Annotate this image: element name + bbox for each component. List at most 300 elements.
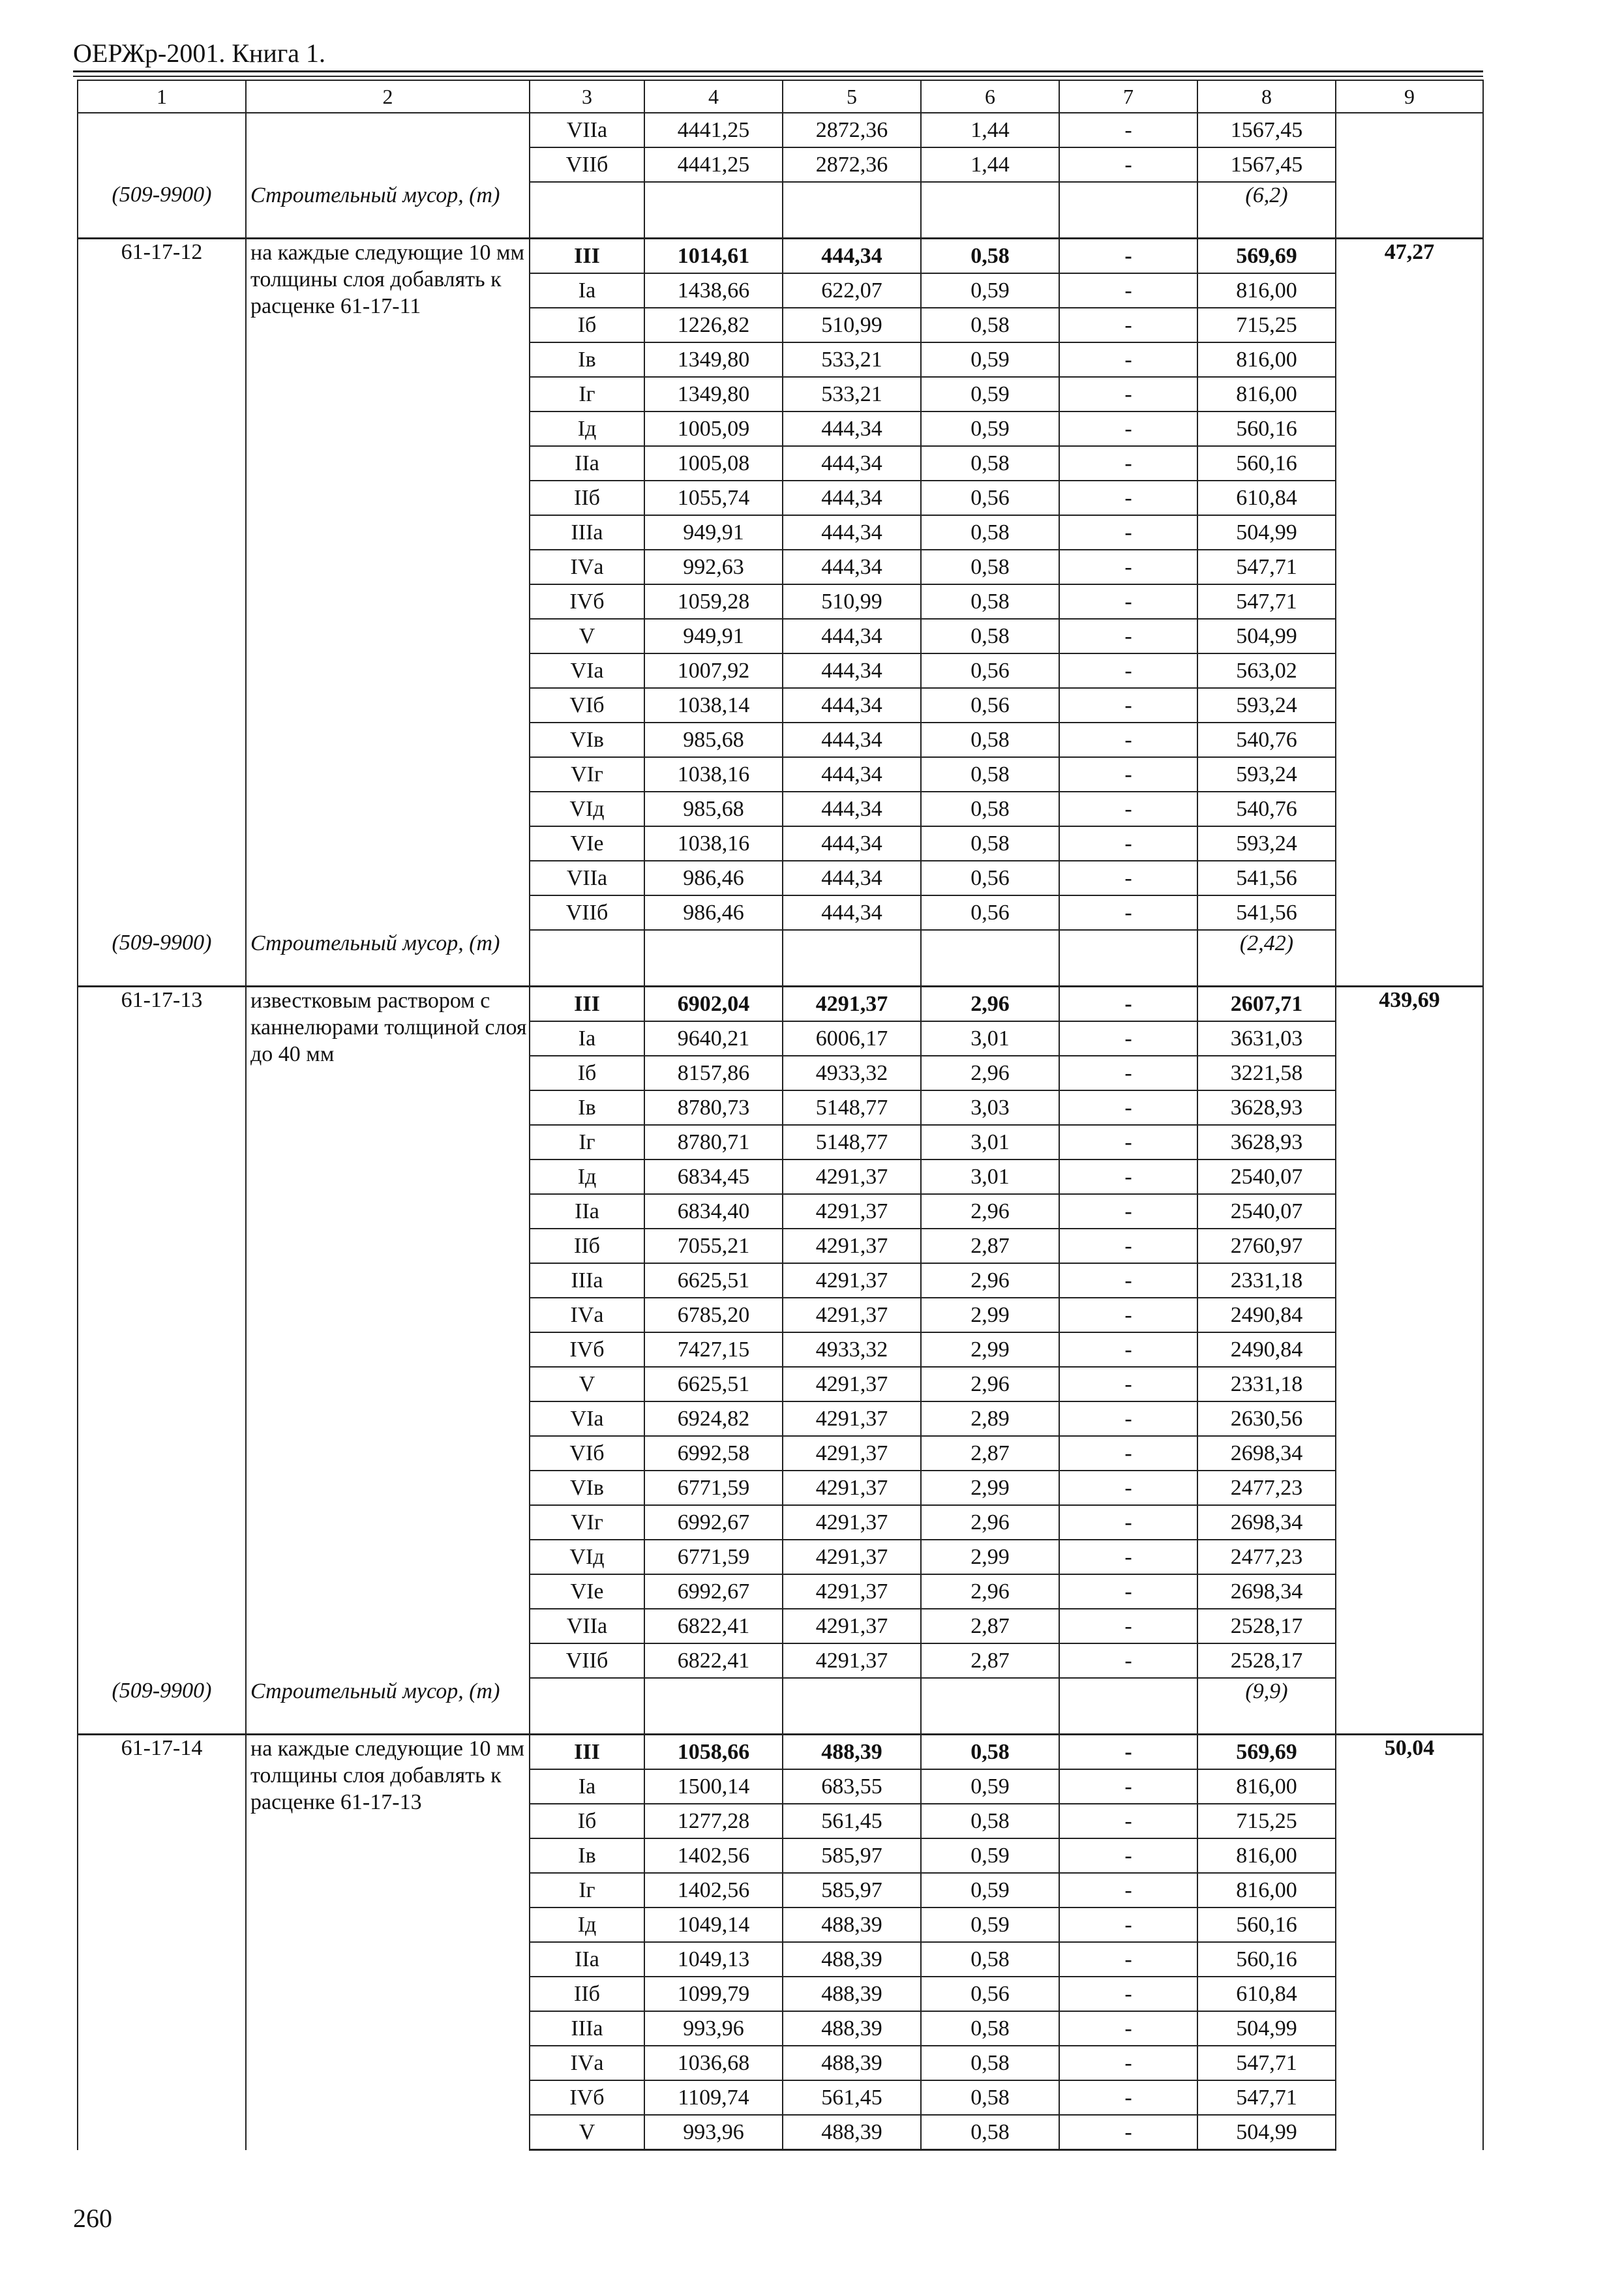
value-cell: - xyxy=(1059,1908,1197,1942)
value-cell: - xyxy=(1059,653,1197,688)
value-cell: 4291,37 xyxy=(783,1643,921,1678)
value-cell: - xyxy=(1059,147,1197,182)
zone-cell: IIIа xyxy=(530,2011,644,2046)
empty-cell xyxy=(1336,113,1483,147)
value-cell: 6992,67 xyxy=(644,1505,783,1540)
value-cell: 444,34 xyxy=(783,515,921,550)
value-cell: - xyxy=(1059,1804,1197,1838)
rates-table xyxy=(77,80,1484,2151)
value-cell: 4291,37 xyxy=(783,1263,921,1298)
value-cell: 1,44 xyxy=(921,147,1059,182)
zone-cell: Iа xyxy=(530,1021,644,1056)
value-cell: 488,39 xyxy=(783,2046,921,2080)
value-cell: 2,96 xyxy=(921,1194,1059,1229)
value-cell: 4291,37 xyxy=(783,1436,921,1471)
zone-cell: VIг xyxy=(530,1505,644,1540)
waste-row xyxy=(78,930,1483,987)
value-cell: 2528,17 xyxy=(1197,1609,1336,1643)
zone-cell: IIб xyxy=(530,1229,644,1263)
zone-cell: VIIб xyxy=(530,147,644,182)
value-cell: 6992,67 xyxy=(644,1574,783,1609)
zone-cell: VIа xyxy=(530,1401,644,1436)
waste-code: (509-9900) xyxy=(78,182,246,239)
value-cell: 3221,58 xyxy=(1197,1056,1336,1090)
zone-cell: VIе xyxy=(530,826,644,861)
zone-cell: VIIа xyxy=(530,1609,644,1643)
value-cell: 622,07 xyxy=(783,273,921,308)
value-cell: 0,58 xyxy=(921,723,1059,757)
value-cell: 0,56 xyxy=(921,861,1059,895)
empty-cell xyxy=(921,182,1059,239)
zone-cell: IVа xyxy=(530,1298,644,1332)
empty-cell xyxy=(530,1678,644,1735)
value-cell: 563,02 xyxy=(1197,653,1336,688)
value-cell: 0,58 xyxy=(921,1735,1059,1770)
value-cell: 1038,16 xyxy=(644,757,783,792)
value-cell: - xyxy=(1059,515,1197,550)
value-cell: 2540,07 xyxy=(1197,1194,1336,1229)
empty-cell xyxy=(246,113,530,147)
value-cell: 6902,04 xyxy=(644,987,783,1022)
value-cell: 504,99 xyxy=(1197,515,1336,550)
empty-cell xyxy=(246,147,530,182)
value-cell: 2540,07 xyxy=(1197,1159,1336,1194)
value-cell: 593,24 xyxy=(1197,757,1336,792)
value-cell: 1005,09 xyxy=(644,411,783,446)
value-cell: 2607,71 xyxy=(1197,987,1336,1022)
value-cell: 2,96 xyxy=(921,1263,1059,1298)
value-cell: - xyxy=(1059,273,1197,308)
value-cell: 547,71 xyxy=(1197,2046,1336,2080)
value-cell: 2,96 xyxy=(921,1367,1059,1401)
value-cell: 4291,37 xyxy=(783,1505,921,1540)
value-cell: 2,99 xyxy=(921,1298,1059,1332)
zone-cell: III xyxy=(530,987,644,1022)
value-cell: 986,46 xyxy=(644,861,783,895)
value-cell: 986,46 xyxy=(644,895,783,930)
value-cell: 444,34 xyxy=(783,688,921,723)
value-cell: 3,01 xyxy=(921,1021,1059,1056)
value-cell: - xyxy=(1059,239,1197,274)
value-cell: - xyxy=(1059,1194,1197,1229)
value-cell: 2490,84 xyxy=(1197,1298,1336,1332)
page-header: ОЕРЖр-2001. Книга 1. xyxy=(73,38,325,68)
value-cell: - xyxy=(1059,1263,1197,1298)
waste-label: Строительный мусор, (т) xyxy=(246,182,530,239)
value-cell: 0,56 xyxy=(921,895,1059,930)
table-row xyxy=(78,987,1483,1022)
value-cell: 3,01 xyxy=(921,1159,1059,1194)
value-cell: 2490,84 xyxy=(1197,1332,1336,1367)
value-cell: 1349,80 xyxy=(644,377,783,411)
value-cell: 2,87 xyxy=(921,1229,1059,1263)
value-cell: 569,69 xyxy=(1197,239,1336,274)
value-cell: - xyxy=(1059,1229,1197,1263)
value-cell: 560,16 xyxy=(1197,446,1336,481)
value-cell: - xyxy=(1059,1090,1197,1125)
value-cell: 2872,36 xyxy=(783,113,921,147)
value-cell: 1402,56 xyxy=(644,1873,783,1908)
value-cell: 6834,40 xyxy=(644,1194,783,1229)
empty-cell xyxy=(78,147,246,182)
value-cell: 1226,82 xyxy=(644,308,783,342)
value-cell: 1036,68 xyxy=(644,2046,783,2080)
waste-label: Строительный мусор, (т) xyxy=(246,930,530,987)
value-cell: 0,58 xyxy=(921,446,1059,481)
value-cell: 444,34 xyxy=(783,481,921,515)
zone-cell: IIIа xyxy=(530,1263,644,1298)
zone-cell: Iд xyxy=(530,411,644,446)
value-cell: 1099,79 xyxy=(644,1977,783,2011)
value-cell: - xyxy=(1059,792,1197,826)
value-cell: 816,00 xyxy=(1197,377,1336,411)
value-cell: - xyxy=(1059,723,1197,757)
value-cell: - xyxy=(1059,1609,1197,1643)
value-cell: 510,99 xyxy=(783,584,921,619)
column-header: 7 xyxy=(1059,80,1197,113)
value-cell: 504,99 xyxy=(1197,2115,1336,2150)
value-cell: 816,00 xyxy=(1197,1838,1336,1873)
empty-cell xyxy=(1336,147,1483,182)
value-cell: 2,99 xyxy=(921,1471,1059,1505)
value-cell: 0,58 xyxy=(921,2115,1059,2150)
value-cell: 1059,28 xyxy=(644,584,783,619)
waste-code: (509-9900) xyxy=(78,930,246,987)
value-cell: 1058,66 xyxy=(644,1735,783,1770)
rate-code: 61-17-12 xyxy=(78,239,246,931)
rate-description: на каждые следующие 10 мм толщины слоя добавлять к расценке 61-17-11 xyxy=(246,239,530,931)
value-cell: 444,34 xyxy=(783,619,921,653)
value-cell: 4291,37 xyxy=(783,987,921,1022)
value-cell: 8780,73 xyxy=(644,1090,783,1125)
value-cell: - xyxy=(1059,1367,1197,1401)
value-cell: 0,58 xyxy=(921,619,1059,653)
value-cell: 1049,13 xyxy=(644,1942,783,1977)
table-row xyxy=(78,239,1483,274)
value-cell: 585,97 xyxy=(783,1838,921,1873)
value-cell: 1007,92 xyxy=(644,653,783,688)
value-cell: 0,58 xyxy=(921,550,1059,584)
value-cell: 444,34 xyxy=(783,550,921,584)
rate-code: 61-17-13 xyxy=(78,987,246,1679)
value-cell: 5148,77 xyxy=(783,1090,921,1125)
value-cell: 0,58 xyxy=(921,1804,1059,1838)
value-cell: 1567,45 xyxy=(1197,113,1336,147)
value-cell: - xyxy=(1059,308,1197,342)
empty-cell xyxy=(644,182,783,239)
value-cell: 2477,23 xyxy=(1197,1540,1336,1574)
value-cell: - xyxy=(1059,1873,1197,1908)
empty-cell xyxy=(783,1678,921,1735)
value-cell: 2331,18 xyxy=(1197,1263,1336,1298)
zone-cell: VIIа xyxy=(530,113,644,147)
value-cell: 0,58 xyxy=(921,1942,1059,1977)
value-cell: 0,58 xyxy=(921,515,1059,550)
value-cell: 2,96 xyxy=(921,1505,1059,1540)
value-cell: 4441,25 xyxy=(644,147,783,182)
value-cell: 7055,21 xyxy=(644,1229,783,1263)
value-cell: 1402,56 xyxy=(644,1838,783,1873)
value-cell: 1567,45 xyxy=(1197,147,1336,182)
value-cell: 8157,86 xyxy=(644,1056,783,1090)
value-cell: 0,58 xyxy=(921,2046,1059,2080)
column-header-row xyxy=(78,80,1483,113)
value-cell: 6625,51 xyxy=(644,1263,783,1298)
value-cell: 715,25 xyxy=(1197,308,1336,342)
value-cell: - xyxy=(1059,584,1197,619)
empty-cell xyxy=(530,930,644,987)
value-cell: 2630,56 xyxy=(1197,1401,1336,1436)
value-cell: 0,56 xyxy=(921,688,1059,723)
value-cell: 4933,32 xyxy=(783,1332,921,1367)
value-cell: 2331,18 xyxy=(1197,1367,1336,1401)
value-cell: 533,21 xyxy=(783,342,921,377)
value-cell: 4291,37 xyxy=(783,1401,921,1436)
zone-cell: VIIб xyxy=(530,1643,644,1678)
value-cell: 444,34 xyxy=(783,411,921,446)
value-cell: 560,16 xyxy=(1197,1908,1336,1942)
zone-cell: V xyxy=(530,2115,644,2150)
value-cell: 0,58 xyxy=(921,757,1059,792)
value-cell: 444,34 xyxy=(783,861,921,895)
value-cell: 4291,37 xyxy=(783,1229,921,1263)
empty-cell xyxy=(921,930,1059,987)
value-cell: 2698,34 xyxy=(1197,1505,1336,1540)
zone-cell: VIе xyxy=(530,1574,644,1609)
value-cell: 2,87 xyxy=(921,1643,1059,1678)
value-cell: - xyxy=(1059,826,1197,861)
value-cell: - xyxy=(1059,1505,1197,1540)
waste-value: (2,42) xyxy=(1197,930,1336,987)
value-cell: 3628,93 xyxy=(1197,1090,1336,1125)
value-cell: 4291,37 xyxy=(783,1609,921,1643)
zone-cell: IIб xyxy=(530,1977,644,2011)
value-cell: 2477,23 xyxy=(1197,1471,1336,1505)
zone-cell: VIб xyxy=(530,1436,644,1471)
value-cell: 2,89 xyxy=(921,1401,1059,1436)
value-cell: 8780,71 xyxy=(644,1125,783,1159)
empty-cell xyxy=(644,930,783,987)
value-cell: - xyxy=(1059,113,1197,147)
value-cell: 2872,36 xyxy=(783,147,921,182)
value-cell: 6822,41 xyxy=(644,1643,783,1678)
empty-cell xyxy=(644,1678,783,1735)
value-cell: 715,25 xyxy=(1197,1804,1336,1838)
value-cell: 0,58 xyxy=(921,239,1059,274)
value-cell: 985,68 xyxy=(644,792,783,826)
value-cell: 610,84 xyxy=(1197,481,1336,515)
value-cell: - xyxy=(1059,446,1197,481)
value-cell: - xyxy=(1059,377,1197,411)
rate-code: 61-17-14 xyxy=(78,1735,246,2150)
table-row xyxy=(78,147,1483,182)
column-header: 4 xyxy=(644,80,783,113)
col9-value: 439,69 xyxy=(1336,987,1483,1735)
value-cell: 4933,32 xyxy=(783,1056,921,1090)
value-cell: 444,34 xyxy=(783,895,921,930)
column-header: 6 xyxy=(921,80,1059,113)
value-cell: - xyxy=(1059,1643,1197,1678)
zone-cell: V xyxy=(530,619,644,653)
zone-cell: VIг xyxy=(530,757,644,792)
value-cell: - xyxy=(1059,1332,1197,1367)
value-cell: - xyxy=(1059,987,1197,1022)
value-cell: 0,59 xyxy=(921,411,1059,446)
value-cell: 533,21 xyxy=(783,377,921,411)
value-cell: 0,58 xyxy=(921,826,1059,861)
value-cell: 949,91 xyxy=(644,515,783,550)
zone-cell: IVб xyxy=(530,1332,644,1367)
zone-cell: V xyxy=(530,1367,644,1401)
zone-cell: VIа xyxy=(530,653,644,688)
zone-cell: VIв xyxy=(530,1471,644,1505)
value-cell: 5148,77 xyxy=(783,1125,921,1159)
value-cell: 0,59 xyxy=(921,1769,1059,1804)
column-header: 5 xyxy=(783,80,921,113)
value-cell: 2698,34 xyxy=(1197,1574,1336,1609)
value-cell: 0,56 xyxy=(921,1977,1059,2011)
value-cell: 993,96 xyxy=(644,2115,783,2150)
value-cell: 2698,34 xyxy=(1197,1436,1336,1471)
value-cell: 488,39 xyxy=(783,2011,921,2046)
value-cell: 488,39 xyxy=(783,1735,921,1770)
value-cell: - xyxy=(1059,1056,1197,1090)
value-cell: 1500,14 xyxy=(644,1769,783,1804)
column-header: 1 xyxy=(78,80,246,113)
value-cell: - xyxy=(1059,1540,1197,1574)
zone-cell: VIб xyxy=(530,688,644,723)
value-cell: - xyxy=(1059,757,1197,792)
value-cell: 0,58 xyxy=(921,308,1059,342)
zone-cell: IIа xyxy=(530,1942,644,1977)
zone-cell: IIа xyxy=(530,1194,644,1229)
value-cell: 610,84 xyxy=(1197,1977,1336,2011)
value-cell: 0,58 xyxy=(921,584,1059,619)
value-cell: 6771,59 xyxy=(644,1540,783,1574)
zone-cell: Iа xyxy=(530,273,644,308)
value-cell: 3631,03 xyxy=(1197,1021,1336,1056)
value-cell: 0,58 xyxy=(921,2080,1059,2115)
table-row xyxy=(78,1735,1483,1770)
value-cell: 0,59 xyxy=(921,1838,1059,1873)
zone-cell: Iг xyxy=(530,377,644,411)
zone-cell: VIIб xyxy=(530,895,644,930)
empty-cell xyxy=(78,113,246,147)
col9-value: 47,27 xyxy=(1336,239,1483,987)
zone-cell: IIIа xyxy=(530,515,644,550)
zone-cell: III xyxy=(530,239,644,274)
value-cell: - xyxy=(1059,1125,1197,1159)
value-cell: 6625,51 xyxy=(644,1367,783,1401)
value-cell: 444,34 xyxy=(783,723,921,757)
value-cell: 4291,37 xyxy=(783,1471,921,1505)
value-cell: 541,56 xyxy=(1197,861,1336,895)
page-number: 260 xyxy=(73,2204,112,2233)
zone-cell: IIб xyxy=(530,481,644,515)
empty-cell xyxy=(1059,1678,1197,1735)
value-cell: 6006,17 xyxy=(783,1021,921,1056)
value-cell: - xyxy=(1059,1021,1197,1056)
value-cell: 4291,37 xyxy=(783,1159,921,1194)
value-cell: 488,39 xyxy=(783,1977,921,2011)
zone-cell: Iа xyxy=(530,1769,644,1804)
value-cell: - xyxy=(1059,1298,1197,1332)
column-header: 2 xyxy=(246,80,530,113)
zone-cell: IVа xyxy=(530,2046,644,2080)
value-cell: 2528,17 xyxy=(1197,1643,1336,1678)
zone-cell: VIд xyxy=(530,792,644,826)
value-cell: 2,99 xyxy=(921,1540,1059,1574)
value-cell: - xyxy=(1059,688,1197,723)
value-cell: 3,01 xyxy=(921,1125,1059,1159)
value-cell: 510,99 xyxy=(783,308,921,342)
value-cell: 2,96 xyxy=(921,1574,1059,1609)
value-cell: - xyxy=(1059,1401,1197,1436)
value-cell: 1055,74 xyxy=(644,481,783,515)
value-cell: 0,58 xyxy=(921,2011,1059,2046)
empty-cell xyxy=(921,1678,1059,1735)
value-cell: 985,68 xyxy=(644,723,783,757)
value-cell: 6785,20 xyxy=(644,1298,783,1332)
empty-cell xyxy=(1336,182,1483,239)
value-cell: 9640,21 xyxy=(644,1021,783,1056)
value-cell: 444,34 xyxy=(783,653,921,688)
value-cell: 816,00 xyxy=(1197,1769,1336,1804)
value-cell: 2,96 xyxy=(921,1056,1059,1090)
value-cell: 547,71 xyxy=(1197,584,1336,619)
value-cell: - xyxy=(1059,1471,1197,1505)
value-cell: - xyxy=(1059,481,1197,515)
value-cell: 993,96 xyxy=(644,2011,783,2046)
value-cell: - xyxy=(1059,342,1197,377)
zone-cell: IVа xyxy=(530,550,644,584)
value-cell: - xyxy=(1059,411,1197,446)
value-cell: 1,44 xyxy=(921,113,1059,147)
value-cell: 585,97 xyxy=(783,1873,921,1908)
value-cell: 561,45 xyxy=(783,1804,921,1838)
value-cell: 444,34 xyxy=(783,826,921,861)
value-cell: - xyxy=(1059,1769,1197,1804)
value-cell: 569,69 xyxy=(1197,1735,1336,1770)
value-cell: 1277,28 xyxy=(644,1804,783,1838)
value-cell: - xyxy=(1059,861,1197,895)
value-cell: 1109,74 xyxy=(644,2080,783,2115)
value-cell: 1438,66 xyxy=(644,273,783,308)
value-cell: 593,24 xyxy=(1197,688,1336,723)
value-cell: 4291,37 xyxy=(783,1367,921,1401)
empty-cell xyxy=(1059,182,1197,239)
empty-cell xyxy=(783,930,921,987)
zone-cell: IVб xyxy=(530,2080,644,2115)
zone-cell: Iв xyxy=(530,342,644,377)
value-cell: - xyxy=(1059,1436,1197,1471)
value-cell: - xyxy=(1059,895,1197,930)
value-cell: 504,99 xyxy=(1197,619,1336,653)
value-cell: 3,03 xyxy=(921,1090,1059,1125)
value-cell: - xyxy=(1059,1942,1197,1977)
value-cell: 0,59 xyxy=(921,377,1059,411)
value-cell: - xyxy=(1059,1735,1197,1770)
value-cell: 2,87 xyxy=(921,1436,1059,1471)
zone-cell: IIа xyxy=(530,446,644,481)
value-cell: 6822,41 xyxy=(644,1609,783,1643)
value-cell: 6924,82 xyxy=(644,1401,783,1436)
zone-cell: VIв xyxy=(530,723,644,757)
value-cell: 444,34 xyxy=(783,239,921,274)
column-header: 3 xyxy=(530,80,644,113)
empty-cell xyxy=(1059,930,1197,987)
value-cell: 540,76 xyxy=(1197,723,1336,757)
